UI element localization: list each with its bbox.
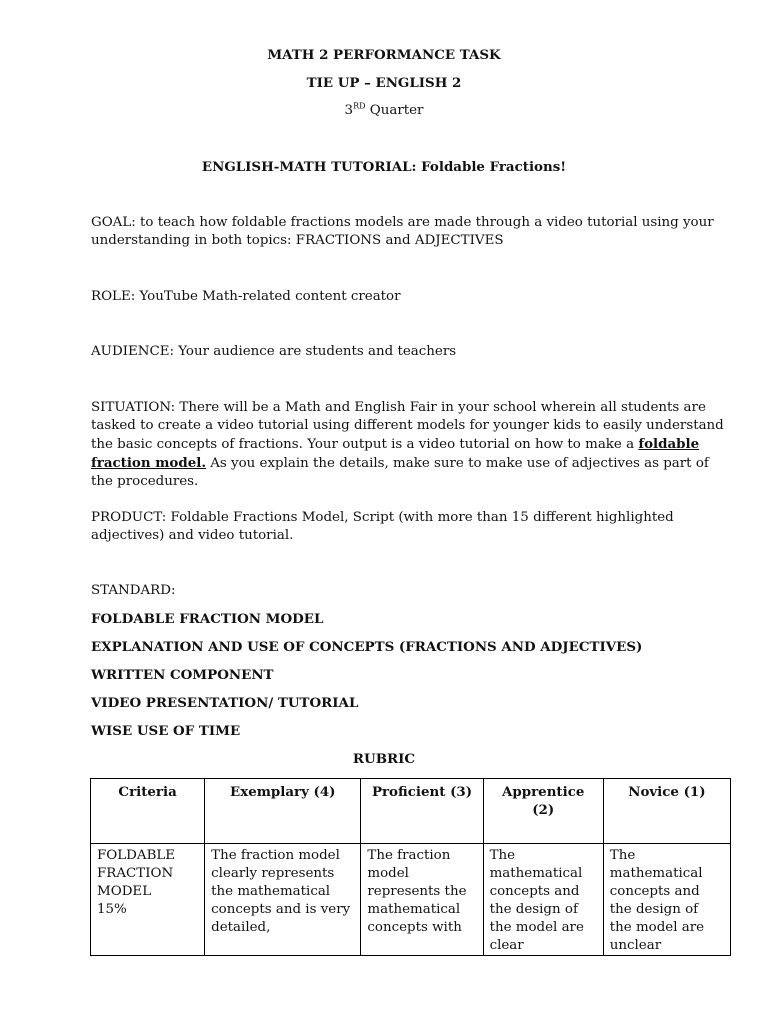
rubric-header-cell: Exemplary (4) bbox=[205, 779, 361, 844]
standard-item: WRITTEN COMPONENT bbox=[91, 667, 274, 683]
quarter-word: Quarter bbox=[365, 103, 424, 118]
standard-label: STANDARD: bbox=[91, 583, 176, 598]
tutorial-title: ENGLISH-MATH TUTORIAL: Foldable Fractions! bbox=[201, 159, 567, 175]
standard-item: WISE USE OF TIME bbox=[91, 723, 241, 739]
standard-item: FOLDABLE FRACTION MODEL bbox=[91, 611, 324, 627]
criteria-line: FOLDABLE bbox=[97, 848, 176, 863]
quarter-number: 3 bbox=[344, 103, 354, 118]
rubric-header-cell: Novice (1) bbox=[603, 779, 730, 844]
rubric-criteria-cell bbox=[91, 844, 205, 956]
situation-text-end: As you explain the details, make sure to make use of adjectives as part of the procedures. bbox=[91, 456, 709, 489]
situation-emphasis: foldable fraction model. bbox=[91, 436, 700, 471]
heading-tie-up: TIE UP – ENGLISH 2 bbox=[306, 75, 462, 91]
criteria-line: MODEL bbox=[97, 884, 152, 899]
table-row bbox=[91, 844, 731, 956]
quarter-superscript: RD bbox=[353, 101, 366, 111]
rubric-header-cell: Apprentice (2) bbox=[483, 779, 603, 844]
criteria-weight: 15% bbox=[97, 902, 127, 917]
rubric-cell: The fraction model clearly represents the mathematical concepts and is very detailed, bbox=[205, 844, 361, 956]
rubric-header-cell: Criteria bbox=[91, 779, 205, 844]
situation-paragraph bbox=[91, 399, 735, 491]
heading-task: MATH 2 PERFORMANCE TASK bbox=[267, 47, 501, 63]
rubric-cell: The fraction model represents the mathematical concepts with bbox=[361, 844, 483, 956]
role-paragraph: ROLE: YouTube Math-related content creator bbox=[91, 289, 401, 304]
rubric-table bbox=[90, 778, 731, 956]
rubric-title: RUBRIC bbox=[352, 751, 416, 767]
goal-paragraph: GOAL: to teach how foldable fractions models are made through a video tutorial using your understanding in both topics: FRACTIONS and ADJECTIVES bbox=[91, 215, 714, 248]
rubric-header-row bbox=[91, 779, 731, 844]
rubric-cell: The mathematical concepts and the design of the model are clear bbox=[483, 844, 603, 956]
product-paragraph: PRODUCT: Foldable Fractions Model, Script (with more than 15 different highlighted adjectives) and video tutorial. bbox=[91, 510, 674, 543]
situation-text-start: SITUATION: There will be a Math and English Fair in your school wherein all students are tasked to create a video tutorial using different models for younger kids to easily understand the basic concepts of fractions. Your output is a video tutorial on how to make a bbox=[91, 400, 724, 452]
rubric-header-cell: Proficient (3) bbox=[361, 779, 483, 844]
heading-quarter bbox=[0, 102, 768, 120]
rubric-cell: The mathematical concepts and the design of the model are unclear bbox=[603, 844, 730, 956]
standard-item: VIDEO PRESENTATION/ TUTORIAL bbox=[91, 695, 359, 711]
standard-item: EXPLANATION AND USE OF CONCEPTS (FRACTIONS AND ADJECTIVES) bbox=[91, 639, 643, 655]
criteria-line: FRACTION bbox=[97, 866, 174, 881]
audience-paragraph: AUDIENCE: Your audience are students and teachers bbox=[91, 344, 457, 359]
